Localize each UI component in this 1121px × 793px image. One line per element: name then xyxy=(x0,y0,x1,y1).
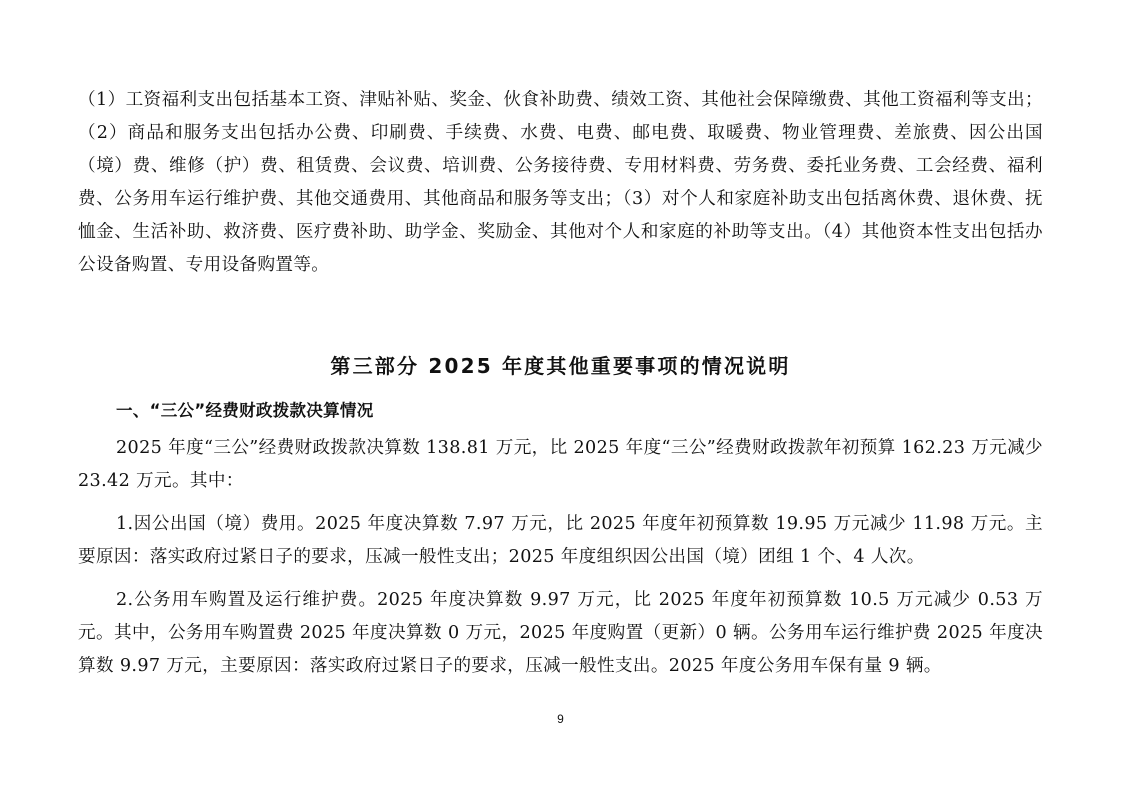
subsection-heading: 一、“三公”经费财政拨款决算情况 xyxy=(116,401,374,420)
section-title: 第三部分 2025 年度其他重要事项的情况说明 xyxy=(330,354,791,378)
overseas-travel-paragraph: 1.因公出国（境）费用。2025 年度决算数 7.97 万元，比 2025 年度年初预算数 19.95 万元减少 11.98 万元。主要原因：落实政府过紧日子的要求，压减一般性支出；2025 年度组织因公出国（境）团组 1 个、4 人次。 xyxy=(78,514,1043,567)
official-vehicle-paragraph: 2.公务用车购置及运行维护费。2025 年度决算数 9.97 万元，比 2025 年度年初预算数 10.5 万元减少 0.53 万元。其中，公务用车购置费 2025 年度决算数 0 万元，2025 年度购置（更新）0 辆。公务用车运行维护费 2025 年度决算数 9.97 万元，主要原因：落实政府过紧日子的要求，压减一般性支出。2025 年度公务用车保有量 9 辆。 xyxy=(78,590,1043,676)
three-public-intro-paragraph: 2025 年度“三公”经费财政拨款决算数 138.81 万元，比 2025 年度“三公”经费财政拨款年初预算 162.23 万元减少 23.42 万元。其中： xyxy=(78,438,1043,491)
expense-categories-paragraph: （1）工资福利支出包括基本工资、津贴补贴、奖金、伙食补助费、绩效工资、其他社会保障缴费、其他工资福利等支出；（2）商品和服务支出包括办公费、印刷费、手续费、水费、电费、邮电费、取暖费、物业管理费、差旅费、因公出国（境）费、维修（护）费、租赁费、会议费、培训费、公务接待费、专用材料费、劳务费、委托业务费、工会经费、福利费、公务用车运行维护费、其他交通费用、其他商品和服务等支出；（3）对个人和家庭补助支出包括离休费、退休费、抚恤金、生活补助、救济费、医疗费补助、助学金、奖励金、其他对个人和家庭的补助等支出。（4）其他资本性支出包括办公设备购置、专用设备购置等。 xyxy=(78,90,1043,275)
page-number: 9 xyxy=(557,712,564,726)
